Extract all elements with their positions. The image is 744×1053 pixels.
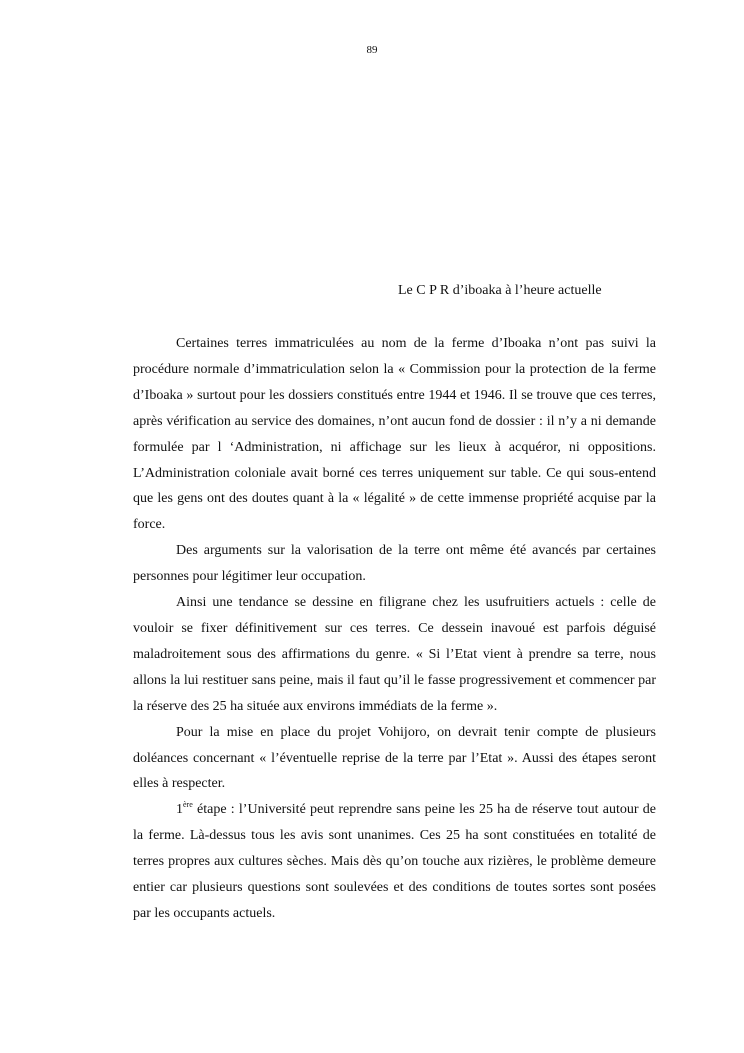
step-superscript: ère [183, 800, 193, 810]
step-number: 1 [176, 802, 183, 818]
photo-caption: Le C P R d’iboaka à l’heure actuelle [398, 283, 602, 298]
step-paragraph [133, 797, 656, 927]
page-number: 89 [366, 44, 378, 56]
paragraph: Des arguments sur la valorisation de la terre ont même été avancés par certaines personnes pour légitimer leur occupation. [133, 543, 656, 585]
body-text [133, 331, 656, 927]
paragraph: Certaines terres immatriculées au nom de la ferme d’Iboaka n’ont pas suivi la procédure normale d’immatriculation selon la « Commission pour la protection de la ferme d’Iboaka » surtout pour les dossiers constitués entre 1944 et 1946. Il se trouve que ces terres, après vérification au service des domaines, n’ont aucun fond de dossier : il n’y a ni demande formulée par l ‘Administration, ni affichage sur les lieux à acquéror, ni oppositions. L’Administration coloniale avait borné ces terres uniquement sur table. Ce qui sous-entend que les gens ont des doutes quant à la « légalité » de cette immense propriété acquise par la force. [133, 336, 656, 533]
paragraph: Ainsi une tendance se dessine en filigrane chez les usufruitiers actuels : celle de vouloir se fixer définitivement sur ces terres. Ce dessein inavoué est parfois déguisé maladroitement sous des affirmations du genre. « Si l’Etat vient à prendre sa terre, nous allons la lui restituer sans peine, mais il faut qu’il le fasse progressivement et commencer par la réserve des 25 ha située aux environs immédiats de la ferme ». [133, 595, 656, 714]
paragraph: Pour la mise en place du projet Vohijoro, on devrait tenir compte de plusieurs doléances concernant « l’éventuelle reprise de la terre par l’Etat ». Aussi des étapes seront elles à respecter. [133, 724, 656, 792]
step-text: étape : l’Université peut reprendre sans peine les 25 ha de réserve tout autour de la ferme. Là-dessus tous les avis sont unanimes. Ces 25 ha sont constituées en totalité de terres propres aux cultures sèches. Mais dès qu’on touche aux rizières, le problème demeure entier car plusieurs questions sont soulevées et des conditions de toutes sortes sont posées par les occupants actuels. [133, 802, 656, 921]
